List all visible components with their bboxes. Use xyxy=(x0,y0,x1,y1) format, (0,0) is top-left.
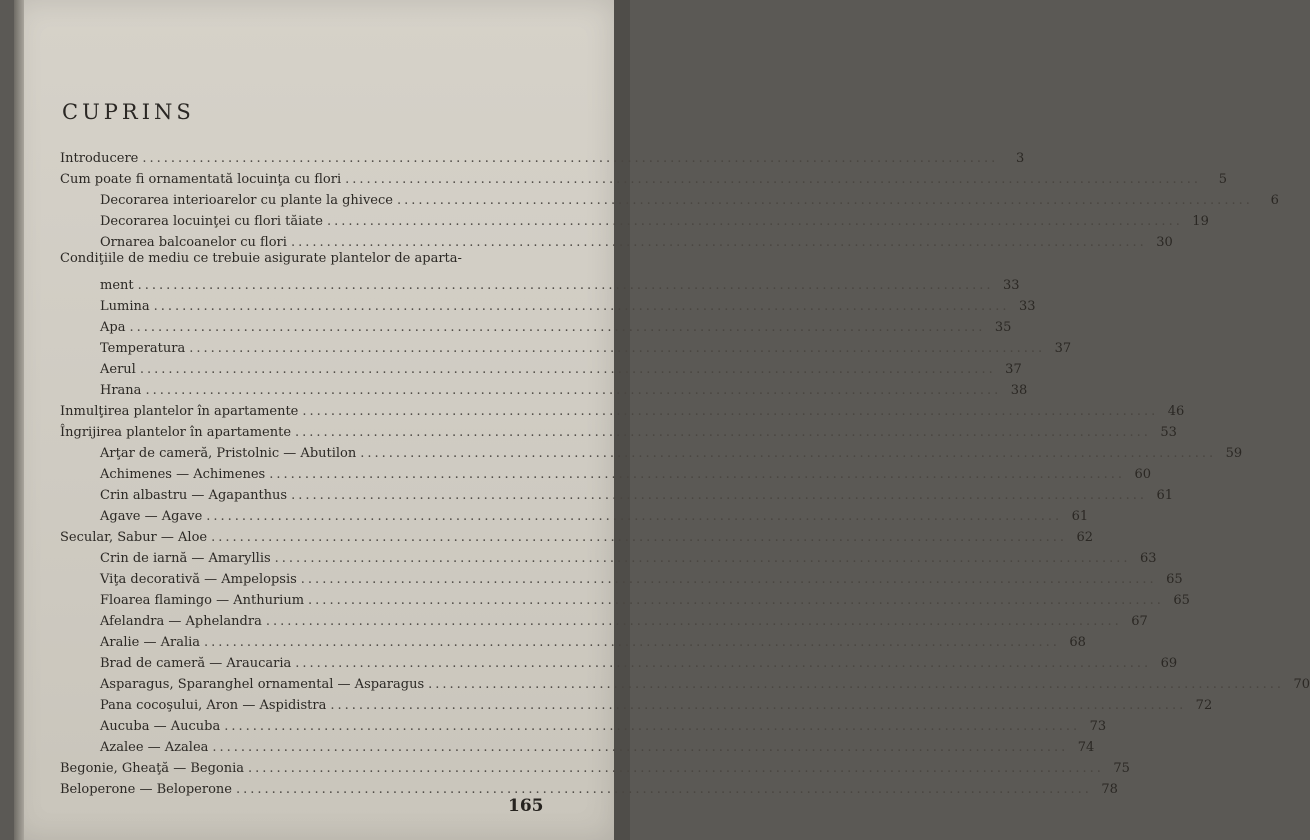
leader-dots: ........................................................................................................................ xyxy=(300,572,1157,587)
toc-entry-title: Introducere xyxy=(60,151,139,166)
toc-entry-page: 74 xyxy=(1077,740,1095,755)
toc-entry-page: 69 xyxy=(1160,656,1178,671)
toc-entry-title: Aucuba — Aucuba xyxy=(100,719,221,734)
toc-entry-page: 67 xyxy=(1131,614,1148,629)
toc-entry-title: Crin de iarnă — Amaryllis xyxy=(100,551,271,566)
toc-entry-title: Aralie — Aralia xyxy=(100,635,201,650)
leader-dots: ........................................................................................................................ xyxy=(248,761,1104,776)
toc-entry-title: Lumina xyxy=(100,299,150,314)
leader-dots: ........................................................................................................................ xyxy=(211,530,1067,545)
toc-entry-title: Temperatura xyxy=(100,341,186,356)
toc-entry xyxy=(60,151,1025,171)
leader-dots: ........................................................................................................................ xyxy=(274,551,1131,566)
leader-dots: ........................................................................................................................ xyxy=(206,509,1063,524)
leader-dots: ........................................................................................................................ xyxy=(290,235,1147,250)
toc-entry-page: 59 xyxy=(1225,446,1243,461)
toc-entry-page: 3 xyxy=(1015,151,1025,166)
toc-heading-conditions: Condiţiile de mediu ce trebuie asigurate plantelor de aparta- xyxy=(60,251,462,266)
toc-entry-title: Agave — Agave xyxy=(100,509,203,524)
toc-entry xyxy=(60,172,1227,192)
leader-dots: ........................................................................................................................ xyxy=(153,299,1010,314)
toc-entry xyxy=(60,404,1185,424)
toc-entry-title: Afelandra — Aphelandra xyxy=(100,614,262,629)
leader-dots: ........................................................................................................................ xyxy=(129,320,986,335)
toc-entry xyxy=(100,656,1178,676)
toc-entry-title: Cum poate fi ornamentată locuinţa cu flori xyxy=(60,172,342,187)
toc-entry xyxy=(100,362,1022,382)
toc-entry xyxy=(60,530,1093,550)
toc-entry-title: Begonie, Gheaţă — Begonia xyxy=(60,761,244,776)
leader-dots: ........................................................................................................................ xyxy=(291,488,1147,503)
toc-entry-title: Pana cocoşului, Aron — Aspidistra xyxy=(100,698,327,713)
toc-entry xyxy=(100,320,1012,340)
toc-entry xyxy=(100,278,1020,298)
leader-dots: ........................................................................................................................ xyxy=(396,193,1253,208)
leader-dots: ........................................................................................................................ xyxy=(360,446,1217,461)
toc-entry-title: Asparagus, Sparanghel ornamental — Asparagus xyxy=(100,677,425,692)
leader-dots: ........................................................................................................................ xyxy=(265,614,1122,629)
toc-entry xyxy=(100,193,1279,213)
toc-entry xyxy=(100,677,1310,697)
leader-dots: ........................................................................................................................ xyxy=(428,677,1285,692)
toc-entry xyxy=(100,572,1183,592)
toc-entry-title: ment xyxy=(100,278,134,293)
leader-dots: ........................................................................................................................ xyxy=(308,593,1164,608)
toc-entry xyxy=(100,341,1072,361)
toc-entry-page: 65 xyxy=(1173,593,1190,608)
toc-entry-page: 68 xyxy=(1069,635,1086,650)
toc-entry-page: 65 xyxy=(1166,572,1183,587)
toc-entry-page: 53 xyxy=(1160,425,1177,440)
toc-entry xyxy=(100,214,1209,234)
leader-dots: ........................................................................................................................ xyxy=(142,151,999,166)
toc-entry-title: Secular, Sabur — Aloe xyxy=(60,530,208,545)
toc-entry-page: 61 xyxy=(1156,488,1173,503)
toc-entry-title: Aerul xyxy=(100,362,136,377)
toc-entry-title: Brad de cameră — Araucaria xyxy=(100,656,292,671)
toc-entry xyxy=(100,299,1036,319)
toc-entry xyxy=(100,235,1173,255)
toc-entry xyxy=(100,467,1152,487)
toc-entry-page: 33 xyxy=(1002,278,1020,293)
toc-entry-title: Arţar de cameră, Pristolnic — Abutilon xyxy=(100,446,357,461)
toc-entry xyxy=(100,614,1148,634)
toc-entry xyxy=(100,488,1173,508)
toc-entry-title: Inmulţirea plantelor în apartamente xyxy=(60,404,299,419)
leader-dots: ........................................................................................................................ xyxy=(302,404,1159,419)
leader-dots: ........................................................................................................................ xyxy=(235,782,1092,797)
toc-entry xyxy=(60,425,1177,445)
page-edge xyxy=(614,0,630,840)
toc-entry-page: 70 xyxy=(1293,677,1310,692)
toc-entry xyxy=(100,551,1157,571)
toc-entry xyxy=(100,593,1190,613)
toc-entry-page: 19 xyxy=(1192,214,1209,229)
toc-entry-page: 60 xyxy=(1134,467,1152,482)
toc-entry-page: 61 xyxy=(1071,509,1089,524)
toc-entry-page: 73 xyxy=(1089,719,1107,734)
toc-entry-page: 6 xyxy=(1270,193,1279,208)
toc-entry xyxy=(100,698,1213,718)
toc-entry-page: 30 xyxy=(1156,235,1173,250)
toc-entry-page: 62 xyxy=(1076,530,1093,545)
toc-entry xyxy=(100,635,1086,655)
toc-entry-title: Beloperone — Beloperone xyxy=(60,782,232,797)
toc-entry-title: Azalee — Azalea xyxy=(100,740,209,755)
toc-entry-title: Achimenes — Achimenes xyxy=(100,467,266,482)
toc-entry xyxy=(60,761,1130,781)
toc-entry-page: 35 xyxy=(994,320,1012,335)
book-binding xyxy=(14,0,24,840)
toc-entry-page: 37 xyxy=(1054,341,1072,356)
page-title: CUPRINS xyxy=(62,100,195,124)
leader-dots: ........................................................................................................................ xyxy=(326,214,1183,229)
page-number: 165 xyxy=(508,796,544,816)
toc-entry xyxy=(100,509,1089,529)
toc-entry-page: 33 xyxy=(1018,299,1036,314)
toc-entry-title: Apa xyxy=(100,320,126,335)
toc-entry xyxy=(60,782,1118,802)
leader-dots: ........................................................................................................................ xyxy=(330,698,1187,713)
toc-entry-page: 37 xyxy=(1005,362,1022,377)
toc-entry-title: Ornarea balcoanelor cu flori xyxy=(100,235,287,250)
leader-dots: ........................................................................................................................ xyxy=(204,635,1060,650)
leader-dots: ........................................................................................................................ xyxy=(224,719,1081,734)
toc-entry-title: Viţa decorativă — Ampelopsis xyxy=(100,572,297,587)
toc-entry xyxy=(100,383,1028,403)
toc-entry-page: 46 xyxy=(1167,404,1185,419)
leader-dots: ........................................................................................................................ xyxy=(295,656,1152,671)
leader-dots: ........................................................................................................................ xyxy=(345,172,1201,187)
toc-entry-page: 63 xyxy=(1140,551,1157,566)
toc-entry xyxy=(100,719,1107,739)
toc-entry xyxy=(100,740,1095,760)
toc-entry xyxy=(100,446,1243,466)
toc-entry-title: Decorarea locuinţei cu flori tăiate xyxy=(100,214,323,229)
toc-entry-page: 5 xyxy=(1218,172,1227,187)
toc-entry-page: 72 xyxy=(1195,698,1213,713)
leader-dots: ........................................................................................................................ xyxy=(295,425,1151,440)
leader-dots: ........................................................................................................................ xyxy=(145,383,1002,398)
leader-dots: ........................................................................................................................ xyxy=(212,740,1069,755)
toc-entry-page: 38 xyxy=(1010,383,1028,398)
toc-entry-title: Îngrijirea plantelor în apartamente xyxy=(60,425,292,440)
toc-entry-page: 75 xyxy=(1113,761,1130,776)
leader-dots: ........................................................................................................................ xyxy=(269,467,1126,482)
leader-dots: ........................................................................................................................ xyxy=(139,362,996,377)
toc-entry-page: 78 xyxy=(1101,782,1118,797)
leader-dots: ........................................................................................................................ xyxy=(189,341,1046,356)
toc-entry-title: Crin albastru — Agapanthus xyxy=(100,488,288,503)
leader-dots: ........................................................................................................................ xyxy=(137,278,994,293)
toc-entry-title: Hrana xyxy=(100,383,142,398)
toc-entry-title: Floarea flamingo — Anthurium xyxy=(100,593,305,608)
toc-entry-title: Decorarea interioarelor cu plante la ghivece xyxy=(100,193,393,208)
